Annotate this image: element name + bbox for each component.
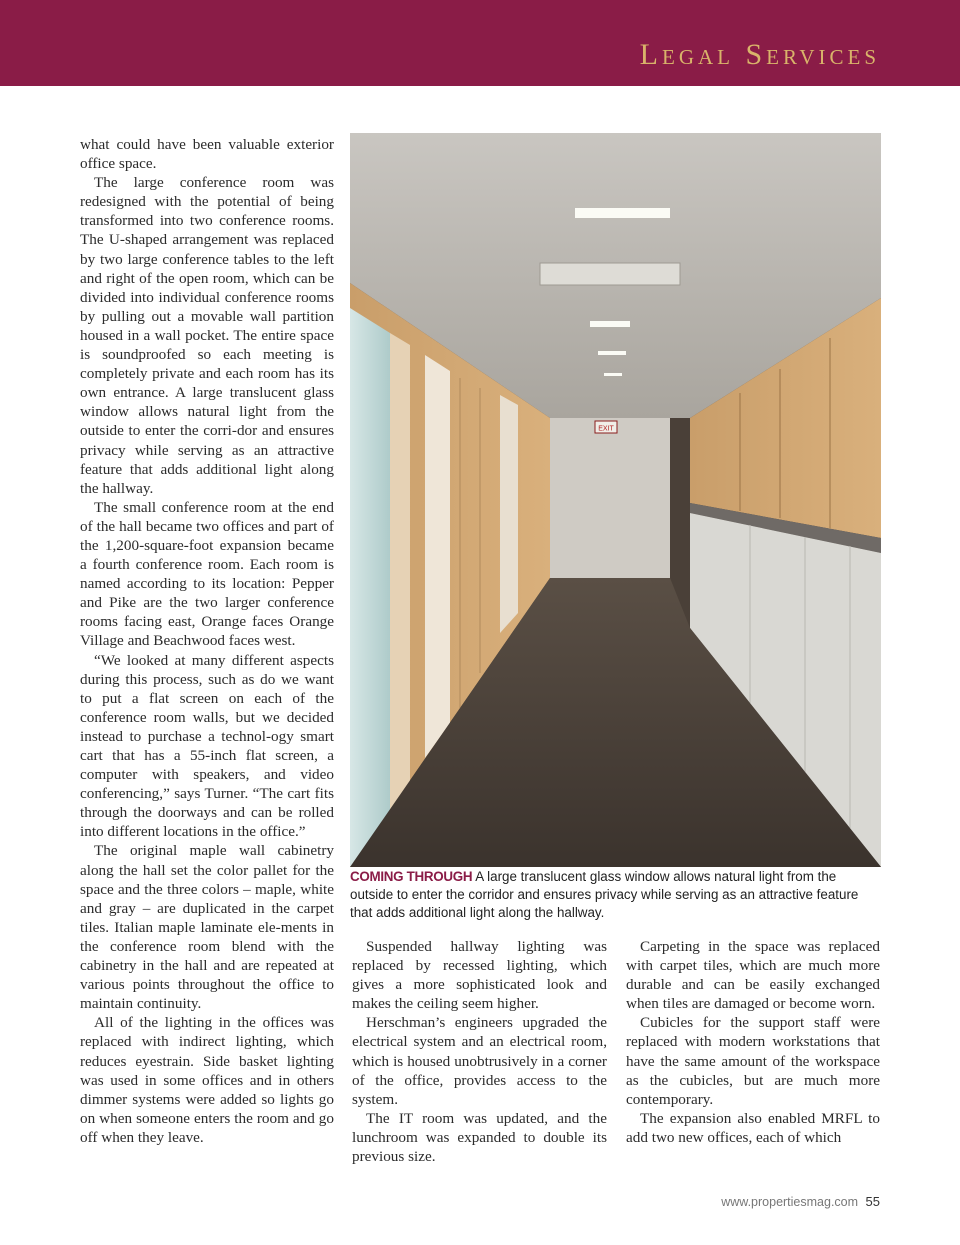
paragraph: Herschman’s engineers upgraded the electrical system and an electrical room, which is housed unobtrusively in a corner of the office, provides access to the system. <box>352 1014 607 1108</box>
footer-url[interactable]: www.propertiesmag.com <box>721 1195 859 1209</box>
article-right-column <box>626 937 880 1147</box>
section-title: Legal Services <box>639 38 880 71</box>
paragraph: The expansion also enabled MRFL to add two new offices, each of which <box>626 1109 880 1146</box>
article-left-column <box>80 135 334 1147</box>
ceiling-light <box>575 208 670 218</box>
caption-lead: COMING THROUGH <box>350 869 473 884</box>
ceiling-light <box>590 321 630 327</box>
hallway-illustration <box>350 133 881 867</box>
paragraph: what could have been valuable exterior office space. <box>80 136 334 173</box>
doorway <box>500 395 518 633</box>
paragraph: The small conference room at the end of the hall became two offices and part of the 1,200-square-foot expansion became a fourth conference room. Each room is named according to its location: Pepper and Pike are the two larger conference rooms facing east, Orange faces Orange Village and Beachwood faces west. <box>80 498 334 650</box>
ceiling-light <box>604 373 622 376</box>
page-number: 55 <box>865 1194 880 1209</box>
article-middle-column <box>352 937 607 1166</box>
ceiling-light <box>598 351 626 355</box>
paragraph: All of the lighting in the offices was replaced with indirect lighting, which reduces eyestrain. Side basket lighting was used in some offices and in others dimmer systems were added so lights go on when someone enters the room and go off when they leave. <box>80 1014 334 1146</box>
photo-caption <box>350 868 883 923</box>
doorway <box>425 355 450 758</box>
paragraph: The original maple wall cabinetry along the hall set the color pallet for the space and the three colors – maple, white and gray – are duplicated in the carpet tiles. Italian maple laminate ele-ments in the conference room blend with the cabinetry in the hall and are repeated at various points throughout the office to maintain continuity. <box>80 842 334 1013</box>
page-footer <box>721 1194 880 1209</box>
exit-sign-label: EXIT <box>598 425 614 433</box>
paragraph: The IT room was updated, and the lunchroom was expanded to double its previous size. <box>352 1109 607 1166</box>
translucent-window <box>350 308 390 867</box>
paragraph: “We looked at many different aspects during this process, such as do we want to put a flat screen on each of the conference room walls, but we decided instead to purchase a technol-ogy smart cart that has a 55-inch flat screen, a computer with speakers, and video conferencing,” says Turner. “The cart fits through the doorways and can be rolled into different locations in the office.” <box>80 651 334 841</box>
hallway-photo <box>350 133 881 867</box>
paragraph: Carpeting in the space was replaced with carpet tiles, which are much more durable and can be easily exchanged when tiles are damaged or become worn. <box>626 938 880 1013</box>
back-wall <box>545 418 670 578</box>
paragraph: Suspended hallway lighting was replaced by recessed lighting, which gives a more sophisticated look and makes the ceiling seem higher. <box>352 938 607 1013</box>
ceiling-vent <box>540 263 680 285</box>
window-frame <box>390 333 410 823</box>
paragraph: The large conference room was redesigned with the potential of being transformed into two conference rooms. The U-shaped arrangement was replaced by two large conference tables to the left and right of the open room, which can be divided into individual conference rooms by pulling out a movable wall partition housed in a wall pocket. The entire space is soundproofed so each meeting is completely private and each room has its own entrance. A large translucent glass window allows natural light from the outside to enter the corri-dor and ensures privacy while serving as an attractive feature that adds additional light along the hallway. <box>80 174 334 497</box>
caption-text: A large translucent glass window allows natural light from the outside to enter the corridor and ensures privacy while serving as an attractive feature that adds additional light along the hallway. <box>350 869 859 921</box>
paragraph: Cubicles for the support staff were replaced with modern workstations that have the same amount of the workspace as the cubicles, but are much more contemporary. <box>626 1014 880 1108</box>
